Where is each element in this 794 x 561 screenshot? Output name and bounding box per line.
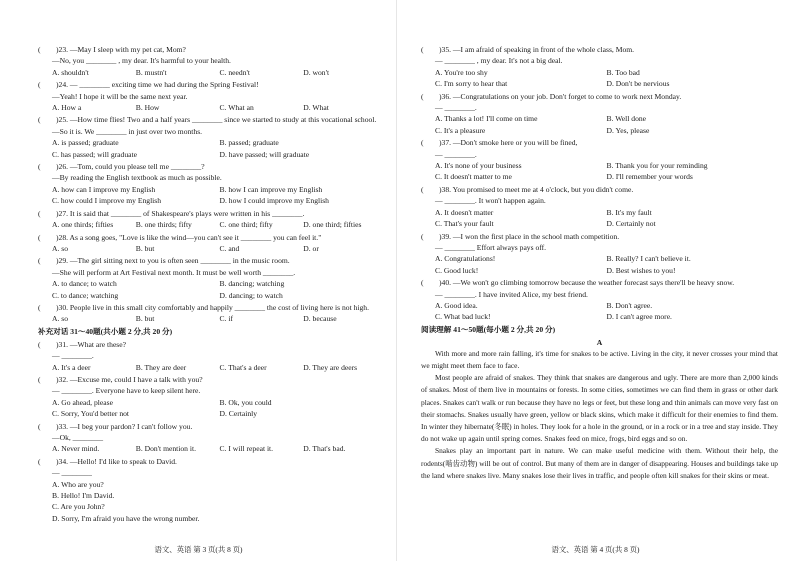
answer-option: D. They are deers xyxy=(303,362,358,372)
section-heading-dialogue: 补充对话 31～40题(共小题 2 分,共 20 分) xyxy=(38,326,173,336)
answer-option: B. They are deer xyxy=(135,362,187,372)
question-stem xyxy=(421,44,778,55)
section-heading-reading: 阅读理解 41～50题(每小题 2 分,共 20 分) xyxy=(421,324,556,334)
answer-option: B. It's my fault xyxy=(606,207,652,217)
left-questions-1 xyxy=(38,44,387,325)
reading-passage xyxy=(421,348,778,482)
answer-option: B. Thank you for your reminding xyxy=(606,161,708,171)
answer-option: A. Thanks a lot! I'll come on time xyxy=(435,114,538,124)
answer-option: D. That's bad. xyxy=(303,444,346,454)
question-stem xyxy=(421,91,778,102)
right-questions xyxy=(421,44,778,323)
question-stem xyxy=(38,44,387,55)
answer-option: A. It doesn't matter xyxy=(435,207,494,217)
question-number: )28. xyxy=(56,232,69,242)
question-item xyxy=(421,277,778,323)
answer-option: C. I will repeat it. xyxy=(219,444,274,454)
answer-options xyxy=(421,300,778,323)
answer-option: C. has passed; will graduate xyxy=(52,149,137,159)
answer-option: A. shouldn't xyxy=(52,67,89,77)
question-stem xyxy=(38,421,387,432)
question-item xyxy=(421,91,778,137)
answer-bracket: ( xyxy=(421,231,424,241)
left-questions-2 xyxy=(38,339,387,525)
answer-options xyxy=(38,243,387,254)
question-text: —Congratulations on your job. Don't forget to come to work next Monday. xyxy=(451,91,682,101)
question-number: )38. xyxy=(439,184,452,194)
answer-bracket: ( xyxy=(38,374,41,384)
answer-options xyxy=(38,362,387,373)
question-line: —By reading the English textbook as much as possible. xyxy=(52,173,222,183)
answer-bracket: ( xyxy=(421,45,424,54)
question-number: )32. xyxy=(56,374,69,384)
question-number: )36. xyxy=(439,91,452,101)
answer-option: A. You're too shy xyxy=(435,67,488,77)
question-text: —I won the first place in the school math competition. xyxy=(451,231,620,241)
question-stem xyxy=(421,277,778,288)
answer-option: C. That's a deer xyxy=(219,362,267,372)
answer-option: B. how I can improve my English xyxy=(219,184,323,194)
answer-option: D. one third; fifties xyxy=(303,220,362,230)
answer-option: B. but xyxy=(135,243,155,253)
question-number: )24. xyxy=(56,80,69,90)
question-text: —Excuse me, could I have a talk with you? xyxy=(68,374,203,384)
question-text: People live in this small city comfortably and happily ________ the cost of living here is not high. xyxy=(68,302,369,312)
question-text: —What are these? xyxy=(68,339,127,349)
answer-option: C. Good luck! xyxy=(435,265,479,275)
question-stem xyxy=(421,231,778,242)
question-line: — ________ xyxy=(52,468,92,478)
answer-options xyxy=(421,113,778,136)
answer-bracket: ( xyxy=(421,91,424,101)
answer-option: A. to dance; to watch xyxy=(52,279,117,289)
answer-options xyxy=(38,443,387,454)
answer-options xyxy=(421,253,778,276)
question-text: —I am afraid of speaking in front of the whole class, Mom. xyxy=(451,45,635,54)
question-number: )40. xyxy=(439,278,452,288)
answer-bracket: ( xyxy=(38,208,41,218)
question-text: —The girl sitting next to you is often seen ________ in the music room. xyxy=(68,256,290,266)
answer-option: C. needn't xyxy=(219,67,250,77)
right-page xyxy=(397,0,794,561)
question-number: )25. xyxy=(56,115,69,125)
question-item xyxy=(38,114,387,160)
answer-options xyxy=(38,479,387,525)
answer-option: B. Hello! I'm David. xyxy=(52,491,115,501)
answer-bracket: ( xyxy=(38,80,41,90)
question-item xyxy=(421,44,778,90)
answer-options xyxy=(38,67,387,78)
answer-option: D. won't xyxy=(303,67,330,77)
question-text: You promised to meet me at 4 o'clock, but you didn't come. xyxy=(451,184,634,194)
answer-option: C. one third; fifty xyxy=(219,220,273,230)
answer-options xyxy=(38,102,387,113)
answer-option: C. Sorry, You'd better not xyxy=(52,409,130,419)
answer-options xyxy=(38,184,387,207)
question-number: )34. xyxy=(56,456,69,466)
question-number: )26. xyxy=(56,162,69,172)
question-line: — ________. xyxy=(52,351,94,361)
answer-option: A. It's a deer xyxy=(52,362,91,372)
passage-paragraph: With more and more rain falling, it's time for snakes to be active. Living in the city, it never crosses your mind that we might meet them face to face. xyxy=(421,348,778,370)
question-text: —Hello! I'd like to speak to David. xyxy=(68,456,177,466)
answer-option: D. Certainly not xyxy=(606,219,656,229)
question-line: — ________ Effort always pays off. xyxy=(435,242,547,252)
question-line: —So it is. We ________ in just over two months. xyxy=(52,126,203,136)
question-item xyxy=(38,302,387,325)
answer-option: D. What xyxy=(303,103,329,113)
answer-bracket: ( xyxy=(38,45,41,54)
answer-option: B. Too bad xyxy=(606,67,640,77)
question-number: )31. xyxy=(56,339,69,349)
answer-option: C. if xyxy=(219,314,234,324)
question-text: It is said that ________ of Shakespeare's plays were written in his ________. xyxy=(68,208,305,218)
question-text: —We won't go climbing tomorrow because the weather forecast says there'll be heavy snow. xyxy=(451,278,735,288)
answer-bracket: ( xyxy=(38,232,41,242)
answer-option: A. is passed; graduate xyxy=(52,138,119,148)
answer-options xyxy=(38,137,387,160)
answer-bracket: ( xyxy=(38,421,41,431)
question-stem xyxy=(38,161,387,172)
answer-option: D. Best wishes to you! xyxy=(606,265,676,275)
question-stem xyxy=(38,302,387,313)
question-stem xyxy=(38,456,387,467)
answer-option: D. I can't agree more. xyxy=(606,312,672,322)
question-number: )23. xyxy=(56,45,69,54)
question-number: )37. xyxy=(439,138,452,148)
answer-option: C. What an xyxy=(219,103,254,113)
answer-option: B. dancing; watching xyxy=(219,279,285,289)
question-line: — ________. xyxy=(435,103,477,113)
answer-bracket: ( xyxy=(421,184,424,194)
answer-option: A. one thirds; fifties xyxy=(52,220,114,230)
question-item xyxy=(38,339,387,373)
answer-options xyxy=(38,313,387,324)
question-stem xyxy=(421,184,778,195)
question-item xyxy=(38,255,387,301)
answer-option: C. how could I improve my English xyxy=(52,196,162,206)
question-item xyxy=(38,232,387,255)
answer-option: B. Don't agree. xyxy=(606,300,653,310)
answer-option: B. but xyxy=(135,314,155,324)
question-text: —May I sleep with my pet cat, Mom? xyxy=(68,45,186,54)
question-number: )27. xyxy=(56,208,69,218)
answer-option: C. What bad luck! xyxy=(435,312,491,322)
question-item xyxy=(38,421,387,455)
question-number: )29. xyxy=(56,256,69,266)
answer-option: A. How a xyxy=(52,103,82,113)
answer-options xyxy=(38,278,387,301)
question-stem xyxy=(421,137,778,148)
answer-option: C. to dance; watching xyxy=(52,290,119,300)
passage-label: A xyxy=(596,337,603,347)
question-item xyxy=(38,456,387,524)
question-stem xyxy=(38,79,387,90)
answer-bracket: ( xyxy=(38,256,41,266)
question-line: — ________. Everyone have to keep silent here. xyxy=(52,386,201,396)
answer-option: C. It's a pleasure xyxy=(435,125,486,135)
question-line: —She will perform at Art Festival next month. It must be well worth ________. xyxy=(52,267,296,277)
answer-options xyxy=(421,160,778,183)
question-line: — ________. xyxy=(435,149,477,159)
answer-option: D. Certainly xyxy=(219,409,258,419)
answer-bracket: ( xyxy=(421,278,424,288)
question-line: —No, you ________ , my dear. It's harmful to your health. xyxy=(52,56,231,66)
answer-option: B. one thirds; fifty xyxy=(135,220,192,230)
answer-option: B. Well done xyxy=(606,114,647,124)
answer-option: A. Go ahead, please xyxy=(52,397,113,407)
answer-option: D. have passed; will graduate xyxy=(219,149,310,159)
question-number: )39. xyxy=(439,231,452,241)
answer-option: A. so xyxy=(52,314,69,324)
answer-option: D. how I could improve my English xyxy=(219,196,329,206)
question-number: )35. xyxy=(439,45,452,54)
answer-option: D. Yes, please xyxy=(606,125,650,135)
passage-paragraph: Snakes play an important part in nature. We can make useful medicine with them. Without their help, the rodents(啮齿动物) will be out of control. But many of them are in danger of disappearing. Houses and buildings take up the land where snakes live. Many snakes lose their lives in traffic, and people often kill snakes for their skins or meat. xyxy=(421,446,778,480)
answer-option: B. mustn't xyxy=(135,67,167,77)
answer-options xyxy=(38,219,387,230)
answer-bracket: ( xyxy=(38,456,41,466)
answer-option: C. That's your fault xyxy=(435,219,494,229)
question-item xyxy=(421,231,778,277)
answer-option: B. Really? I can't believe it. xyxy=(606,254,691,264)
question-text: —I beg your pardon? I can't follow you. xyxy=(68,421,193,431)
answer-options xyxy=(421,67,778,90)
answer-option: B. How xyxy=(135,103,160,113)
question-stem xyxy=(38,255,387,266)
question-stem xyxy=(38,114,387,125)
question-item xyxy=(421,184,778,230)
question-item xyxy=(38,44,387,78)
left-page-footer: 语文、英语 第 3 页(共 8 页) xyxy=(154,545,243,554)
answer-options xyxy=(38,397,387,420)
right-page-footer: 语文、英语 第 4 页(共 8 页) xyxy=(551,545,640,554)
answer-bracket: ( xyxy=(421,138,424,148)
question-line: —Ok, ________ xyxy=(52,433,104,442)
question-line: —Yeah! I hope it will be the same next year. xyxy=(52,91,188,101)
answer-option: C. I'm sorry to hear that xyxy=(435,79,508,89)
answer-option: A. Congratulations! xyxy=(435,254,496,264)
question-text: —How time flies! Two and a half years ________ since we started to study at this vocational school. xyxy=(68,115,377,125)
answer-option: A. Who are you? xyxy=(52,479,104,489)
answer-option: C. Are you John? xyxy=(52,502,105,512)
answer-option: D. I'll remember your words xyxy=(606,172,693,182)
answer-option: D. dancing; to watch xyxy=(219,290,283,300)
question-number: )30. xyxy=(56,302,69,312)
answer-option: A. Good idea. xyxy=(435,300,478,310)
question-item xyxy=(421,137,778,183)
answer-option: B. passed; graduate xyxy=(219,138,279,148)
question-text: — ________ exciting time we had during the Spring Festival! xyxy=(68,80,259,90)
answer-option: D. because xyxy=(303,314,337,324)
answer-option: A. It's none of your business xyxy=(435,161,522,171)
question-stem xyxy=(38,339,387,350)
answer-option: A. how can I improve my English xyxy=(52,184,156,194)
question-line: — ________ , my dear. It's not a big deal. xyxy=(435,56,563,66)
question-item xyxy=(38,374,387,420)
question-number: )33. xyxy=(56,421,69,431)
answer-bracket: ( xyxy=(38,339,41,349)
question-text: As a song goes, "Love is like the wind—you can't see it ________ you can feel it." xyxy=(68,232,322,242)
question-item xyxy=(38,208,387,231)
question-text: —Tom, could you please tell me ________? xyxy=(68,162,205,172)
answer-bracket: ( xyxy=(38,115,41,125)
question-line: — ________. It won't happen again. xyxy=(435,196,546,206)
answer-option: C. It doesn't matter to me xyxy=(435,172,512,182)
answer-bracket: ( xyxy=(38,162,41,172)
question-item xyxy=(38,161,387,207)
answer-option: D. Sorry, I'm afraid you have the wrong number. xyxy=(52,513,200,523)
passage-paragraph: Most people are afraid of snakes. They think that snakes are dangerous and ugly. There are more than 2,000 kinds of snakes. Most of them live in mountains or forests. In some cities, sometimes we can find them in grass or other dark places. Snakes can't walk or run because they have no legs or feet, but these long and thin animals can move very fast on their stomachs. Snakes usually have green, yellow or black skins, which make it difficult for their enemies to find them. In winter they hibernate(冬眠) in holes. They look for a hole in the ground, or in a rock or in a tree and stay inside. They do not wake up again until spring comes. Snakes feed on mice, frogs, bird eggs and so on. xyxy=(421,373,778,444)
question-stem xyxy=(38,232,387,243)
question-stem xyxy=(38,208,387,219)
answer-options xyxy=(421,207,778,230)
question-item xyxy=(38,79,387,113)
answer-option: D. or xyxy=(303,243,319,253)
question-stem xyxy=(38,374,387,385)
answer-option: A. so xyxy=(52,243,69,253)
question-line: — ________. I have invited Alice, my best friend. xyxy=(435,289,588,299)
answer-option: A. Never mind. xyxy=(52,444,100,454)
answer-option: D. Don't be nervious xyxy=(606,79,670,89)
answer-bracket: ( xyxy=(38,302,41,312)
question-text: —Don't smoke here or you will be fined, xyxy=(451,138,578,148)
answer-option: C. and xyxy=(219,243,240,253)
answer-option: B. Don't mention it. xyxy=(135,444,196,454)
answer-option: B. Ok, you could xyxy=(219,397,272,407)
